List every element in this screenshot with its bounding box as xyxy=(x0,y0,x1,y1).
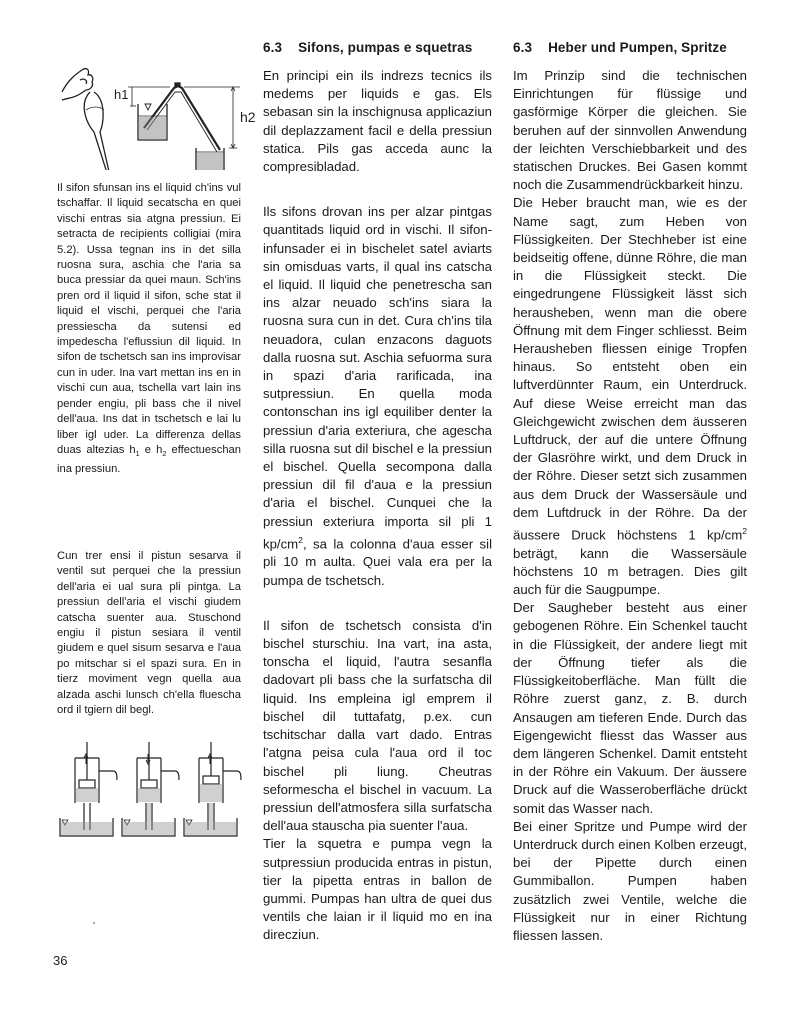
right-paragraph-2-text-b: beträgt, kann die Wassersäule höchstens 10 m betragen. Dies gilt auch für die Saugpumpe. xyxy=(513,545,747,598)
left-paragraph-1-text: Il sifon sfunsan ins el liquid ch'ins vul tschaffar. Il liquid secatscha en quei vischi entras sia atgna pressiun. Ei setracta de recipients colligiai (mira 5.2). Ussa tegnan ins in det silla ruosna sura, aschia che l'aria sa buca pressiar da quei maun. Sch'ins pren ord il liquid il sifon, sche stat il liquid el vischi, perquei che l'aria pressiescha da sutensi ed impedescha l'eflussiun dil liquid. In sifon de tschetsch san ins improvisar cun in uder. Ina vart mettan ins en in vischi cun aua, tschella vart lain ins pender engiu, pli bass che il nivel dell'aua. Ins dat in tschetsch e lai lu liber igl uder. La differenza dellas duas altezias xyxy=(57,182,241,456)
right-paragraph-2 xyxy=(513,194,747,599)
section-number: 6.3 xyxy=(263,40,283,55)
right-section-heading xyxy=(513,40,747,55)
h1-subscript: 1 xyxy=(135,449,140,459)
siphon-diagram-icon xyxy=(50,40,260,170)
section-title: Heber und Pumpen, Spritze xyxy=(548,40,727,55)
middle-column xyxy=(263,40,492,945)
middle-paragraph-2-text-a: Ils sifons drovan ins per alzar pintgas quantitads liquid ord in vischi. Il sifon-infunsader ei in bischelet satel aviarts sin omisduas varts, il qual ins catscha el liquid. Il liquid che penetrescha san ins alzar neuado sch'ins siara la ruosna sura cun in det. Cura ch'ins tila neuadora, culan enzacons daguots dalla ruosna sut. Aschia sefuorma sura in spazi d'aria rarificada, ina sutpressiun. En quella moda contonschan ins igl equiliber denter la pressiun d'aria exteriura, che agescha silla ruosna sut dil bischel e la pressiun el bischel. Quella secompona dalla pressiun dil fil d'aua e la pressiun d'aria el bischel. Cunquei che la pressiun exteriura importa sil pli 1 kp/cm xyxy=(263,204,492,552)
right-paragraph-4: Bei einer Spritze und Pumpe wird der Unterdruck durch einen Kolben erzeugt, bei der Pipette durch einen Gummiballon. Pumpen haben zusätzlich zwei Ventile, welche die Flüssigkeit nur in einer Richtung fliessen lassen. xyxy=(513,818,747,943)
right-column xyxy=(513,40,747,945)
print-speck xyxy=(93,922,95,924)
superscript: 2 xyxy=(298,534,303,545)
h2-symbol: h xyxy=(156,443,163,456)
middle-paragraph-3: Il sifon de tschetsch consista d'in bischel sturschiu. Ina vart, ina asta, tonscha el liquid, l'autra sesanfla dadovart pli bass che la surfatscha dil liquid. Ins empleina igl emprem il bischel dil tuttafatg, p.ex. cun tschitschar dalla vart dado. Entras l'atgna peisa cula l'aua ord il toc bischel pli liung. Cheutras seformescha el bischel in vacuum. La pressiun dell'atmosfera silla surfatscha dell'aua stauscha pia suenter l'aua. xyxy=(263,617,492,834)
h2-label: h2 xyxy=(240,109,256,125)
h1-label: h1 xyxy=(114,87,129,102)
right-paragraph-2-text-a: Die Heber braucht man, wie es der Name sagt, zum Heben von Flüssigkeiten. Der Stechheber ist eine beidseitig offene, dünne Röhre, die man in die Flüssigkeit steckt. Die eingedrungene Flüssigkeit lässt sich herausheben, wenn man die obere Öffnung mit dem Finger schliesst. Beim Herausheben fliessen einige Tropfen hinaus. So entsteht oben ein luftverdünnter Raum, ein Unterdruck. Auf diese Weise erreicht man das Gleichgewicht zwischen dem äusseren Luftdruck, der auf die untere Öffnung der Glasröhre wirkt, und dem Druck in der Röhre. Dieser setzt sich zusammen aus dem Druck der Wassersäule und dem Luftdruck in der Röhre. Da der äussere Druck höchstens 1 kp/cm xyxy=(513,195,747,543)
section-title: Sifons, pumpas e squetras xyxy=(298,40,473,55)
suction-pump-diagram-icon xyxy=(55,738,245,838)
superscript: 2 xyxy=(742,526,747,537)
and-text: e xyxy=(139,443,157,456)
section-number: 6.3 xyxy=(513,40,533,55)
right-paragraph-3: Der Saugheber besteht aus einer gebogenen Röhre. Ein Schenkel taucht in die Flüssigkeit, der andere liegt mit der Öffnung tiefer als die Flüssigkeitoberfläche. Man füllt die Röhre zuerst ganz, z. B. durch Ansaugen am tieferen Ende. Durch das Eigengewicht fliesst das Wasser aus dem längeren Schenkel. Damit entsteht in der Röhre ein Vakuum. Der äussere Druck auf die Wasseroberfläche drückt somit das Wasser nach. xyxy=(513,600,747,816)
left-paragraph-2: Cun trer ensi il pistun sesarva il ventil sut perquei che la pressiun dell'aria ei ual sura pli pintga. La pressiun dell'aria el vischi giudem catscha suenter aua. Stuschond engiu il pistun sesiara il ventil giudem e quel sisum sesarva e l'aua po mitschar si el spazi sura. En in tierz moviment vegn quella aua alzada aschi lunsch ch'ella fluescha ord il tgiern dil begl. xyxy=(57,549,241,717)
middle-section-heading xyxy=(263,40,492,55)
page-number: 36 xyxy=(53,953,68,968)
left-paragraph-1 xyxy=(57,181,241,477)
middle-paragraph-4: Tier la squetra e pumpa vegn la sutpressiun producida entras in pistun, tier la pipetta entras in ballon de gummi. Pumpas han ultra de quei dus ventils che laian ir il liquid mo en ina direcziun. xyxy=(263,836,492,943)
siphon-figure xyxy=(50,40,260,170)
middle-paragraph-2-text-b: , sa la colonna d'aua esser sil pli 10 m aulta. Quei vala era per la pumpa de tschetsch. xyxy=(263,536,492,588)
middle-paragraph-2 xyxy=(263,203,492,590)
pump-figure xyxy=(55,738,245,838)
h2-subscript: 2 xyxy=(162,449,167,459)
middle-paragraph-1: En principi ein ils indrezs tecnics ils medems per liquids e gas. Els sebasan sin la inschignusa applicaziun dil deplazzament facil e della pressiun statica. Pils gas acceda aunc la compresibladad. xyxy=(263,68,492,175)
paragraph-1-ending: effectueschan ina pressiun. xyxy=(57,443,241,475)
left-column xyxy=(57,181,241,718)
h1-symbol: h xyxy=(129,443,136,456)
right-paragraph-1: Im Prinzip sind die technischen Einrichtungen für flüssige und gasförmige Körper die gleichen. Sie beruhen auf der sinnvollen Anwendung der leichten Verschiebbarkeit und des statischen Druckes. Bei Gasen kommt noch die Zusammendrückbarkeit hinzu. xyxy=(513,68,747,193)
